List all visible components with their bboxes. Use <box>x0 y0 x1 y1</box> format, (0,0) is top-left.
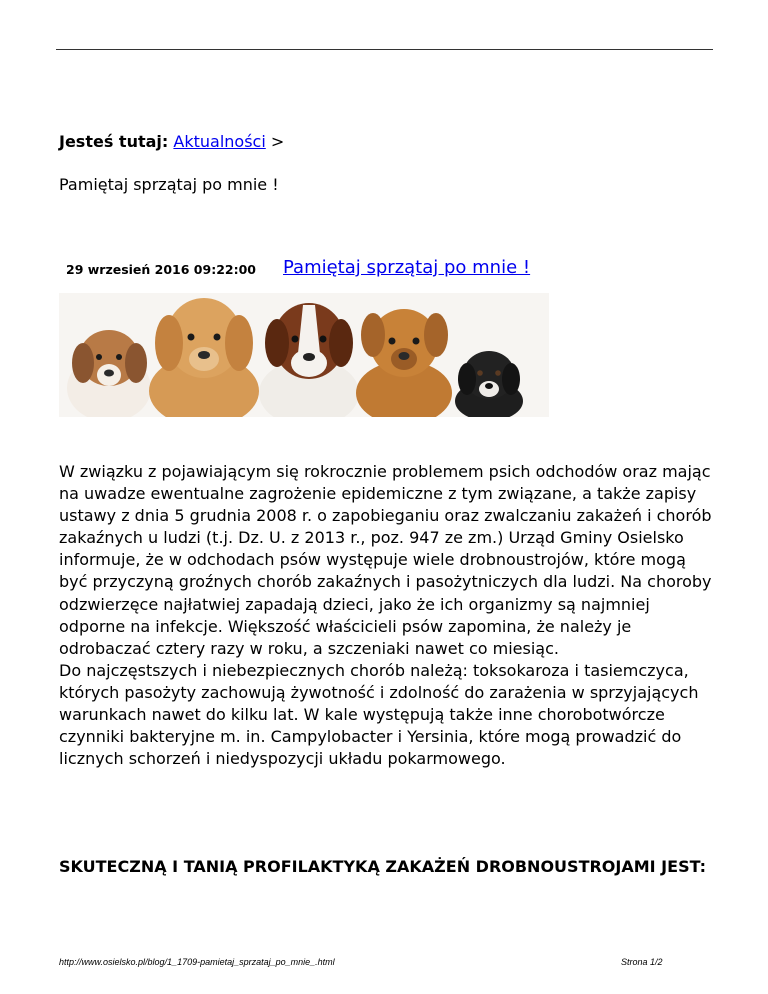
breadcrumb-link-aktualnosci[interactable]: Aktualności <box>173 132 266 151</box>
breadcrumb-separator: > <box>270 132 285 151</box>
breadcrumb-label: Jesteś tutaj: <box>59 132 169 151</box>
footer-page-number: Strona 1/2 <box>621 957 663 967</box>
post-date: 29 wrzesień 2016 09:22:00 <box>66 262 256 277</box>
top-rule <box>56 49 713 50</box>
section-heading: SKUTECZNĄ I TANIĄ PROFILAKTYKĄ ZAKAŻEŃ DROBNOUSTROJAMI JEST: <box>59 857 707 876</box>
page-title: Pamiętaj sprzątaj po mnie ! <box>59 175 279 194</box>
breadcrumb <box>59 132 284 152</box>
article-paragraph-1: W związku z pojawiającym się rokrocznie problemem psich odchodów oraz mając na uwadze ewentualne zagrożenie epidemiczne z tym związane, a także zapisy ustawy z dnia 5 grudnia 2008 r. o zapobieganiu oraz zwalczaniu zakażeń i chorób zakaźnych u ludzi (t.j. Dz. U. z 2013 r., poz. 947 ze zm.) Urząd Gminy Osielsko informuje, że w odchodach psów występuje wiele drobnoustrojów, które mogą być przyczyną groźnych chorób zakaźnych i pasożytniczych dla ludzi. Na choroby odzwierzęce najłatwiej zapadają dzieci, jako że ich organizmy są najmniej odporne na infekcje. Większość właścicieli psów zapomina, że należy je odrobaczać cztery razy w roku, a szczeniaki nawet co miesiąc. <box>59 462 712 658</box>
post-title-link[interactable]: Pamiętaj sprzątaj po mnie ! <box>283 257 531 278</box>
article-body <box>59 461 719 770</box>
article-paragraph-2: Do najczęstszych i niebezpiecznych chorób należą: toksokaroza i tasiemczyca, których pasożyty zachowują żywotność i zdolność do zarażenia w sprzyjających warunkach nawet do kilku lat. W kale występują także inne chorobotwórcze czynniki bakteryjne m. in. Campylobacter i Yersinia, które mogą prowadzić do licznych schorzeń i niedyspozycji układu pokarmowego. <box>59 660 699 769</box>
puppies-image <box>59 293 549 417</box>
puppy-3 <box>259 303 359 417</box>
footer-url: http://www.osielsko.pl/blog/1_1709-pamietaj_sprzataj_po_mnie_.html <box>59 957 335 967</box>
